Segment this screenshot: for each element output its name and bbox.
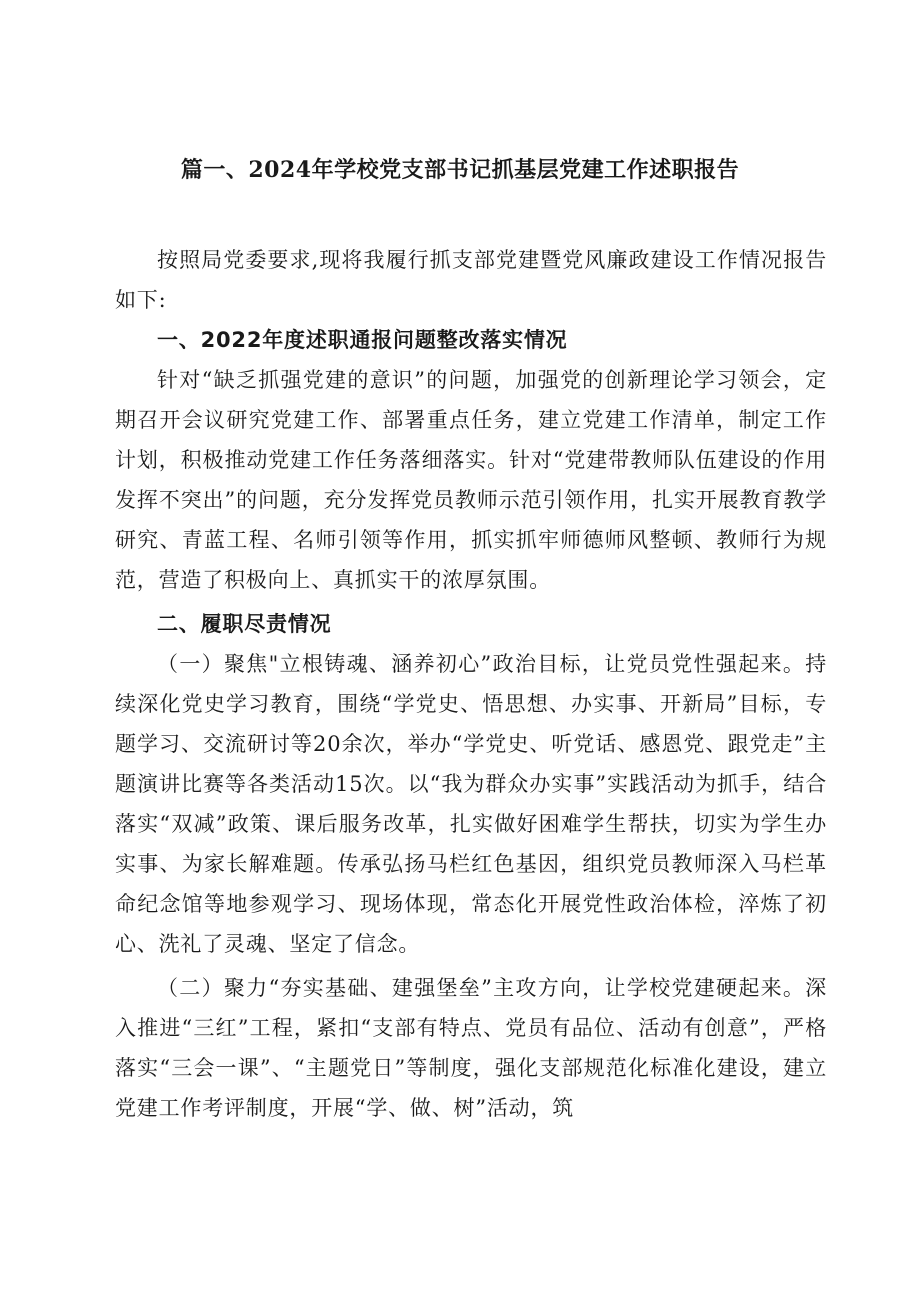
document-body [115,240,827,1128]
section-1-paragraph: 针对“缺乏抓强党建的意识”的问题，加强党的创新理论学习领会，定期召开会议研究党建工作、部署重点任务，建立党建工作清单，制定工作计划，积极推动党建工作任务落细落实。针对“党建带教师队伍建设的作用发挥不突出”的问题，充分发挥党员教师示范引领作用，扎实开展教育教学研究、青蓝工程、名师引领等作用，抓实抓牢师德师风整顿、教师行为规范，营造了积极向上、真抓实干的浓厚氛围。 [115,368,827,592]
section-2-heading: 二、履职尽责情况 [157,612,332,636]
section-2-paragraph-1: （一）聚焦"立根铸魂、涵养初心”政治目标，让党员党性强起来。持续深化党史学习教育，围绕“学党史、悟思想、办实事、开新局”目标，专题学习、交流研讨等20余次，举办“学党史、听党话、感恩党、跟党走”主题演讲比赛等各类活动15次。以“我为群众办实事”实践活动为抓手，结合落实“双减”政策、课后服务改革，扎实做好困难学生帮扶，切实为学生办实事、为家长解难题。传承弘扬马栏红色基因，组织党员教师深入马栏革命纪念馆等地参观学习、现场体现，常态化开展党性政治体检，淬炼了初心、洗礼了灵魂、坚定了信念。 [115,652,827,956]
section-1-heading: 一、2022年度述职通报问题整改落实情况 [157,328,568,352]
intro-paragraph: 按照局党委要求,现将我履行抓支部党建暨党风廉政建设工作情况报告如下: [115,248,827,312]
document-title: 篇一、2024年学校党支部书记抓基层党建工作述职报告 [180,157,740,183]
section-2-paragraph-2: （二）聚力“夯实基础、建强堡垒”主攻方向，让学校党建硬起来。深入推进“三红”工程，紧扣“支部有特点、党员有品位、活动有创意”，严格落实“三会一课”、“主题党日”等制度，强化支部规范化标准化建设，建立党建工作考评制度，开展“学、做、树”活动，筑 [115,976,827,1120]
